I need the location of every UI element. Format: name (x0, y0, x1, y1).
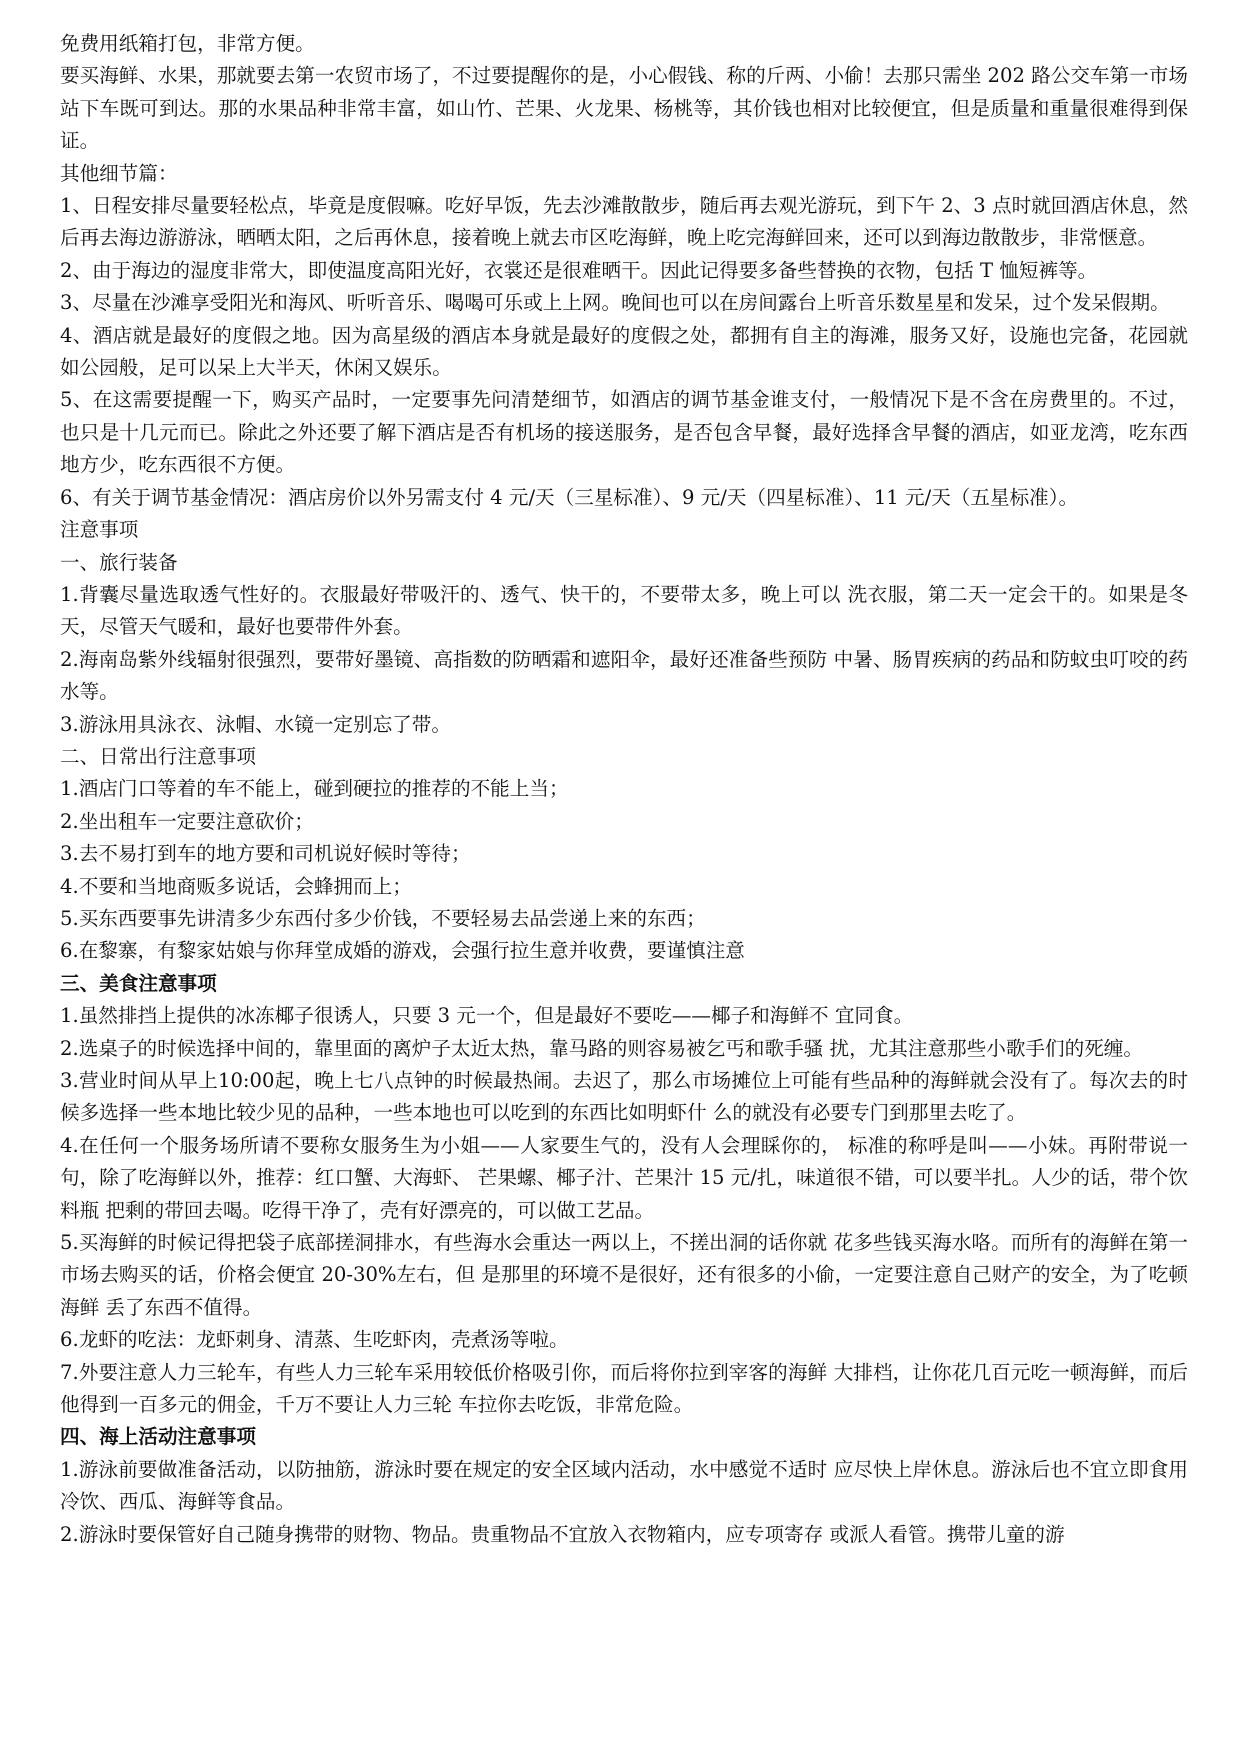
text-paragraph: 3.去不易打到车的地方要和司机说好候时等待； (60, 842, 471, 866)
section-heading: 四、海上活动注意事项 (60, 1425, 256, 1449)
text-paragraph: 4、酒店就是最好的度假之地。因为高星级的酒店本身就是最好的度假之处，都拥有自主的海滩，服务又好，设施也完备，花园就如公园般，足可以呆上大半天，休闲又娱乐。 (60, 323, 1188, 380)
text-paragraph: 3、尽量在沙滩享受阳光和海风、听听音乐、喝喝可乐或上上网。晚间也可以在房间露台上听音乐数星星和发呆，过个发呆假期。 (60, 291, 1170, 315)
text-paragraph: 5、在这需要提醒一下，购买产品时，一定要事先问清楚细节，如酒店的调节基金谁支付，一般情况下是不含在房费里的。不过，也只是十几元而已。除此之外还要了解下酒店是否有机场的接送服务，是否包含早餐，最好选择含早餐的酒店，如亚龙湾，吃东西地方少，吃东西很不方便。 (60, 388, 1188, 477)
text-paragraph: 其他细节篇： (60, 161, 178, 185)
text-paragraph: 2.游泳时要保管好自己随身携带的财物、物品。贵重物品不宜放入衣物箱内，应专项寄存 或派人看管。携带儿童的游 (60, 1522, 1065, 1546)
text-paragraph: 6.龙虾的吃法：龙虾刺身、清蒸、生吃虾肉，壳煮汤等啦。 (60, 1328, 569, 1352)
text-paragraph: 一、旅行装备 (60, 550, 178, 574)
text-paragraph: 2、由于海边的湿度非常大，即使温度高阳光好，衣裳还是很难晒干。因此记得要多备些替换的衣物，包括 T 恤短裤等。 (60, 258, 1098, 282)
text-paragraph: 7.外要注意人力三轮车，有些人力三轮车采用较低价格吸引你，而后将你拉到宰客的海鲜 大排档，让你花几百元吃一顿海鲜，而后他得到一百多元的佣金，千万不要让人力三轮 车拉你去吃饭，非常危险。 (60, 1360, 1188, 1417)
text-paragraph: 二、日常出行注意事项 (60, 744, 256, 768)
text-paragraph: 1.酒店门口等着的车不能上，碰到硬拉的推荐的不能上当； (60, 777, 569, 801)
text-paragraph: 免费用纸箱打包，非常方便。 (60, 32, 315, 55)
text-paragraph: 3.游泳用具泳衣、泳帽、水镜一定别忘了带。 (60, 712, 451, 736)
text-paragraph: 4.不要和当地商贩多说话，会蜂拥而上； (60, 874, 412, 898)
text-paragraph: 1.虽然排挡上提供的冰冻椰子很诱人，只要 3 元一个，但是最好不要吃——椰子和海鲜不 宜同食。 (60, 1004, 914, 1028)
text-paragraph: 2.海南岛紫外线辐射很强烈，要带好墨镜、高指数的防晒霜和遮阳伞，最好还准备些预防 中暑、肠胃疾病的药品和防蚊虫叮咬的药水等。 (60, 647, 1188, 704)
section-heading: 三、美食注意事项 (60, 971, 217, 995)
text-paragraph: 4.在任何一个服务场所请不要称女服务生为小姐——人家要生气的，没有人会理睬你的， 标准的称呼是叫——小妹。再附带说一句，除了吃海鲜以外，推荐：红口蟹、大海虾、 芒果螺、椰子汁、芒果汁 15 元/扎，味道很不错，可以要半扎。人少的话，带个饮料瓶 把剩的带回去喝。吃得干净了，壳有好漂亮的，可以做工艺品。 (60, 1133, 1188, 1222)
text-paragraph: 5.买东西要事先讲清多少东西付多少价钱，不要轻易去品尝递上来的东西； (60, 906, 706, 930)
text-paragraph: 5.买海鲜的时候记得把袋子底部搓洞排水，有些海水会重达一两以上，不搓出洞的话你就 花多些钱买海水咯。而所有的海鲜在第一市场去购买的话，价格会便宜 20-30%左右，但 是那里的环境不是很好，还有很多的小偷，一定要注意自己财产的安全，为了吃顿海鲜 丢了东西不值得。 (60, 1231, 1188, 1319)
text-paragraph: 注意事项 (60, 518, 139, 542)
text-paragraph: 6.在黎寨，有黎家姑娘与你拜堂成婚的游戏，会强行拉生意并收费，要谨慎注意 (60, 939, 745, 963)
document-page (60, 28, 1188, 1551)
text-paragraph: 1.背囊尽量选取透气性好的。衣服最好带吸汗的、透气、快干的，不要带太多，晚上可以 洗衣服，第二天一定会干的。如果是冬天，尽管天气暖和，最好也要带件外套。 (60, 582, 1188, 639)
text-paragraph: 2.坐出租车一定要注意砍价； (60, 809, 314, 833)
text-paragraph: 1.游泳前要做准备活动，以防抽筋，游泳时要在规定的安全区域内活动，水中感觉不适时 应尽快上岸休息。游泳后也不宜立即食用冷饮、西瓜、海鲜等食品。 (60, 1457, 1188, 1514)
text-paragraph: 要买海鲜、水果，那就要去第一农贸市场了，不过要提醒你的是，小心假钱、称的斤两、小偷！去那只需坐 202 路公交车第一市场站下车既可到达。那的水果品种非常丰富，如山竹、芒果、火龙果、杨桃等，其价钱也相对比较便宜，但是质量和重量很难得到保证。 (60, 64, 1188, 153)
text-paragraph: 6、有关于调节基金情况：酒店房价以外另需支付 4 元/天（三星标准）、9 元/天（四星标准）、11 元/天（五星标准）。 (60, 485, 1079, 509)
text-paragraph: 3.营业时间从早上10:00起，晚上七八点钟的时候最热闹。去迟了，那么市场摊位上可能有些品种的海鲜就会没有了。每次去的时候多选择一些本地比较少见的品种，一些本地也可以吃到的东西比如明虾什 么的就没有必要专门到那里去吃了。 (60, 1069, 1188, 1125)
text-paragraph: 2.选桌子的时候选择中间的，靠里面的离炉子太近太热，靠马路的则容易被乞丐和歌手骚 扰，尤其注意那些小歌手们的死缠。 (60, 1036, 1143, 1060)
text-paragraph: 1、日程安排尽量要轻松点，毕竟是度假嘛。吃好早饭，先去沙滩散散步，随后再去观光游玩，到下午 2、3 点时就回酒店休息，然后再去海边游游泳，晒晒太阳，之后再休息，接着晚上就去市区吃海鲜，晚上吃完海鲜回来，还可以到海边散散步，非常惬意。 (60, 194, 1188, 250)
